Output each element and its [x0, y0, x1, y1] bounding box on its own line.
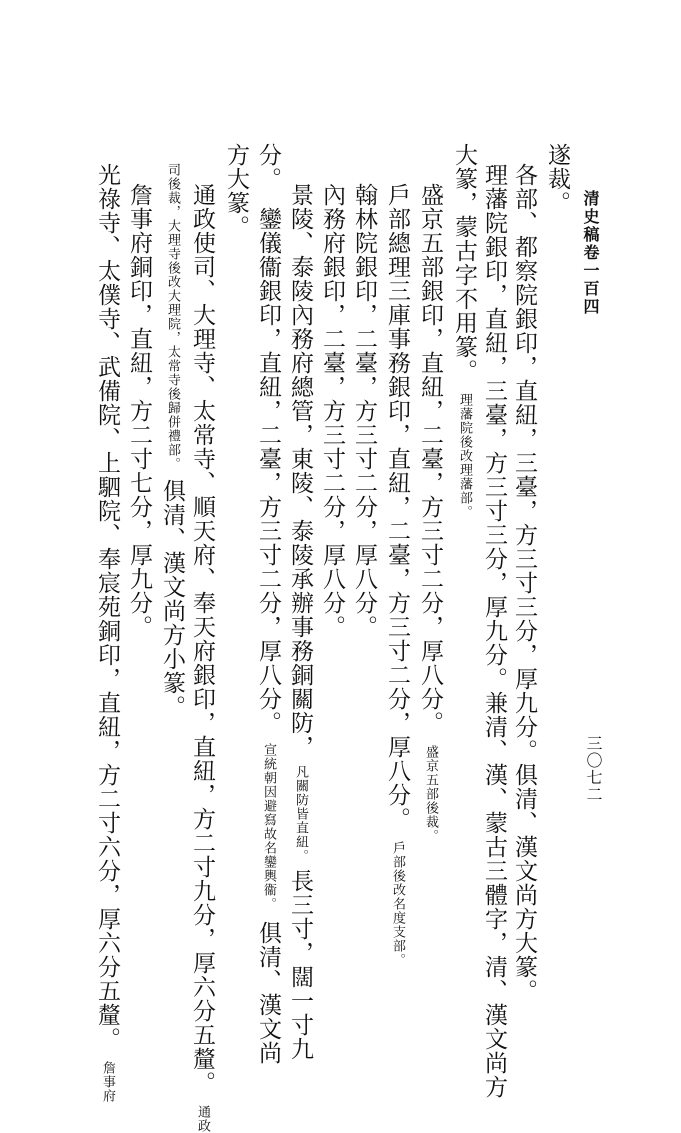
text-run: 分。 [255, 143, 281, 191]
text-run: 鑾儀衞銀印，直紐，二臺，方三寸二分，厚八分。 [255, 207, 281, 735]
annotation-note: 通政 [195, 1105, 210, 1133]
text-run: 理藩院銀印，直紐，三臺，方三寸三分，厚九分。兼清、漢、蒙古三體字，清、漢文尚方 [481, 163, 507, 1099]
text-run: 通政使司、大理寺、太常寺、順天府、奉天府銀印，直紐，方二寸九分，厚六分五釐。 [189, 183, 215, 1095]
annotation-note: 理藩院後改理藩部。 [457, 393, 472, 519]
text-column-3 [482, 163, 505, 1099]
text-column-6 [385, 183, 408, 967]
text-run: 俱清、漢文尚方小篆。 [159, 479, 185, 719]
annotation-note: 凡關防皆直紐。 [293, 765, 308, 863]
page-number: 三〇七二 [584, 735, 603, 803]
text-run: 翰林院銀印，二臺，方三寸二分，厚八分。 [351, 183, 377, 639]
text-column-7 [352, 183, 375, 639]
text-run: 大篆，蒙古字不用篆。 [451, 143, 477, 383]
text-run: 俱清、漢文尚 [255, 921, 281, 1065]
text-column-4 [452, 143, 475, 519]
book-title: 清史稿卷一百四 [581, 190, 600, 316]
text-run: 遂裁。 [544, 143, 570, 215]
text-column-15 [95, 163, 118, 1103]
text-run: 光祿寺、太僕寺、武備院、上駟院、奉宸苑銅印，直紐，方二寸六分，厚六分五釐。 [94, 163, 120, 1051]
annotation-note: 宣統朝因避寫故名鑾輿衞。 [261, 743, 276, 911]
text-column-2 [512, 163, 535, 1003]
text-run: 詹事府銅印，直紐，方二寸七分，厚九分。 [126, 183, 152, 639]
text-run: 戶部總理三庫事務銀印，直紐，二臺，方三寸二分，厚八分。 [384, 183, 410, 831]
text-column-11 [224, 143, 247, 239]
text-run: 盛京五部銀印，直紐，二臺，方三寸二分，厚八分。 [417, 183, 443, 735]
annotation-note: 詹事府 [100, 1061, 115, 1103]
text-column-13 [160, 163, 183, 719]
text-column-9 [288, 183, 311, 1061]
annotation-note: 盛京五部後裁。 [423, 745, 438, 843]
text-run: 各部、都察院銀印，直紐，三臺，方三寸三分，厚九分。俱清、漢文尚方大篆。 [511, 163, 537, 1003]
text-run: 內務府銀印，二臺，方三寸二分，厚八分。 [319, 183, 345, 639]
text-column-5 [418, 183, 441, 843]
text-column-10 [256, 143, 279, 1065]
text-column-14 [127, 183, 150, 639]
text-column-1 [545, 143, 568, 215]
text-column-12 [190, 183, 213, 1133]
text-column-8 [320, 183, 343, 639]
annotation-note: 戶部後改名度支部。 [390, 841, 405, 967]
text-run: 景陵、泰陵內務府總管，東陵、泰陵承辦事務銅關防， [287, 183, 313, 759]
annotation-note: 司後裁，大理寺後改大理院，太常寺後歸併禮部。 [165, 163, 180, 471]
text-run: 長三寸，闊一寸九 [287, 869, 313, 1061]
text-run: 方大篆。 [223, 143, 249, 239]
